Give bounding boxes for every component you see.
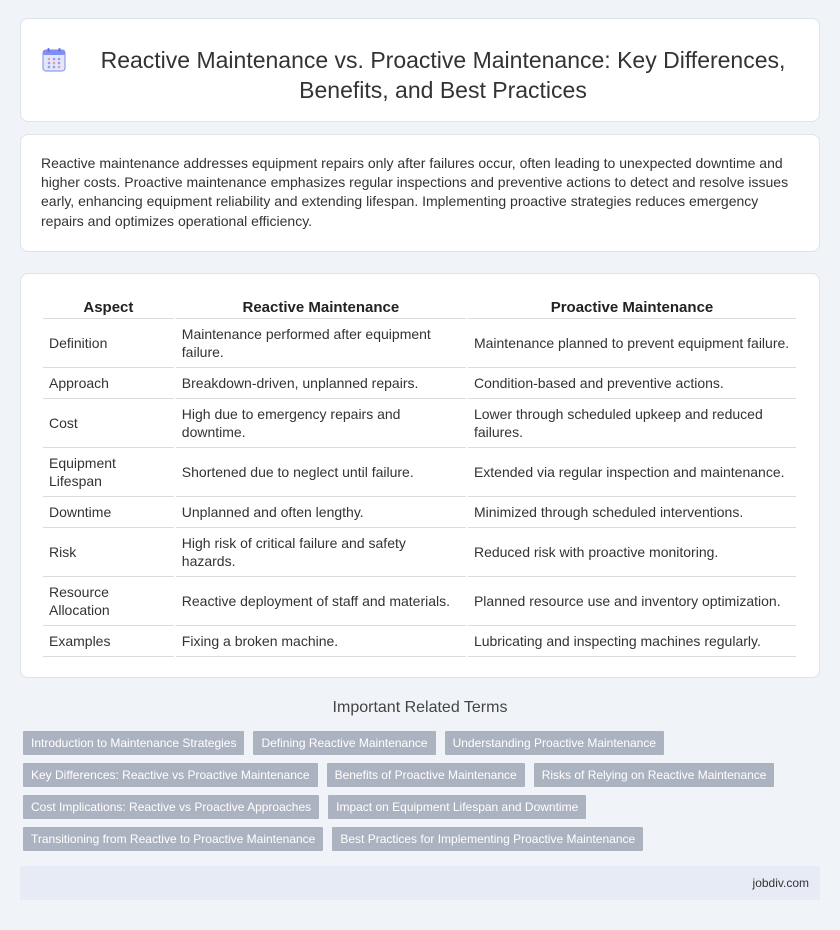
cell-proactive: Maintenance planned to prevent equipment failure.: [468, 319, 796, 368]
related-term-tag[interactable]: Risks of Relying on Reactive Maintenance: [534, 763, 775, 787]
header-aspect: Aspect: [43, 296, 174, 319]
related-term-tag[interactable]: Key Differences: Reactive vs Proactive Maintenance: [23, 763, 318, 787]
cell-proactive: Lower through scheduled upkeep and reduced failures.: [468, 399, 796, 448]
related-term-tag[interactable]: Defining Reactive Maintenance: [253, 731, 435, 755]
cell-proactive: Minimized through scheduled interventions.: [468, 497, 796, 528]
table-row: [43, 528, 796, 577]
cell-reactive: High risk of critical failure and safety hazards.: [176, 528, 466, 577]
table-row: [43, 448, 796, 497]
cell-proactive: Reduced risk with proactive monitoring.: [468, 528, 796, 577]
related-terms-list: [23, 731, 813, 859]
table-row: [43, 319, 796, 368]
cell-reactive: High due to emergency repairs and downtime.: [176, 399, 466, 448]
table-row: [43, 399, 796, 448]
cell-aspect: Examples: [43, 626, 174, 657]
related-term-tag[interactable]: Benefits of Proactive Maintenance: [327, 763, 525, 787]
cell-proactive: Lubricating and inspecting machines regularly.: [468, 626, 796, 657]
table-row: [43, 368, 796, 399]
table-header-row: [43, 296, 796, 319]
table-row: [43, 626, 796, 657]
document-list-icon: [41, 47, 67, 73]
cell-reactive: Shortened due to neglect until failure.: [176, 448, 466, 497]
cell-reactive: Breakdown-driven, unplanned repairs.: [176, 368, 466, 399]
cell-aspect: Resource Allocation: [43, 577, 174, 626]
cell-proactive: Extended via regular inspection and maintenance.: [468, 448, 796, 497]
related-term-tag[interactable]: Impact on Equipment Lifespan and Downtime: [328, 795, 586, 819]
related-term-tag[interactable]: Introduction to Maintenance Strategies: [23, 731, 244, 755]
cell-aspect: Risk: [43, 528, 174, 577]
cell-proactive: Condition-based and preventive actions.: [468, 368, 796, 399]
header-card: [20, 18, 820, 122]
cell-reactive: Reactive deployment of staff and materials.: [176, 577, 466, 626]
cell-aspect: Downtime: [43, 497, 174, 528]
cell-aspect: Approach: [43, 368, 174, 399]
cell-reactive: Fixing a broken machine.: [176, 626, 466, 657]
cell-aspect: Equipment Lifespan: [43, 448, 174, 497]
page-title: Reactive Maintenance vs. Proactive Maintenance: Key Differences, Benefits, and Best Practices: [100, 47, 786, 103]
cell-aspect: Cost: [43, 399, 174, 448]
cell-proactive: Planned resource use and inventory optimization.: [468, 577, 796, 626]
related-term-tag[interactable]: Cost Implications: Reactive vs Proactive Approaches: [23, 795, 319, 819]
footer: [20, 866, 820, 900]
site-link[interactable]: jobdiv.com: [752, 876, 809, 890]
comparison-table-card: [20, 273, 820, 678]
related-term-tag[interactable]: Transitioning from Reactive to Proactive Maintenance: [23, 827, 323, 851]
intro-paragraph: Reactive maintenance addresses equipment repairs only after failures occur, often leading to unexpected downtime and higher costs. Proactive maintenance emphasizes regular inspections and preventive actions to detect and resolve issues early, enhancing equipment reliability and extending lifespan. Implementing proactive strategies reduces emergency repairs and optimizes operational efficiency.: [41, 155, 789, 229]
comparison-table: [41, 296, 798, 657]
related-term-tag[interactable]: Best Practices for Implementing Proactive Maintenance: [332, 827, 643, 851]
table-row: [43, 577, 796, 626]
table-row: [43, 497, 796, 528]
header-reactive: Reactive Maintenance: [176, 296, 466, 319]
intro-card: [20, 134, 820, 252]
cell-aspect: Definition: [43, 319, 174, 368]
cell-reactive: Maintenance performed after equipment failure.: [176, 319, 466, 368]
cell-reactive: Unplanned and often lengthy.: [176, 497, 466, 528]
related-terms-title: Important Related Terms: [332, 699, 508, 716]
header-proactive: Proactive Maintenance: [468, 296, 796, 319]
related-term-tag[interactable]: Understanding Proactive Maintenance: [445, 731, 664, 755]
